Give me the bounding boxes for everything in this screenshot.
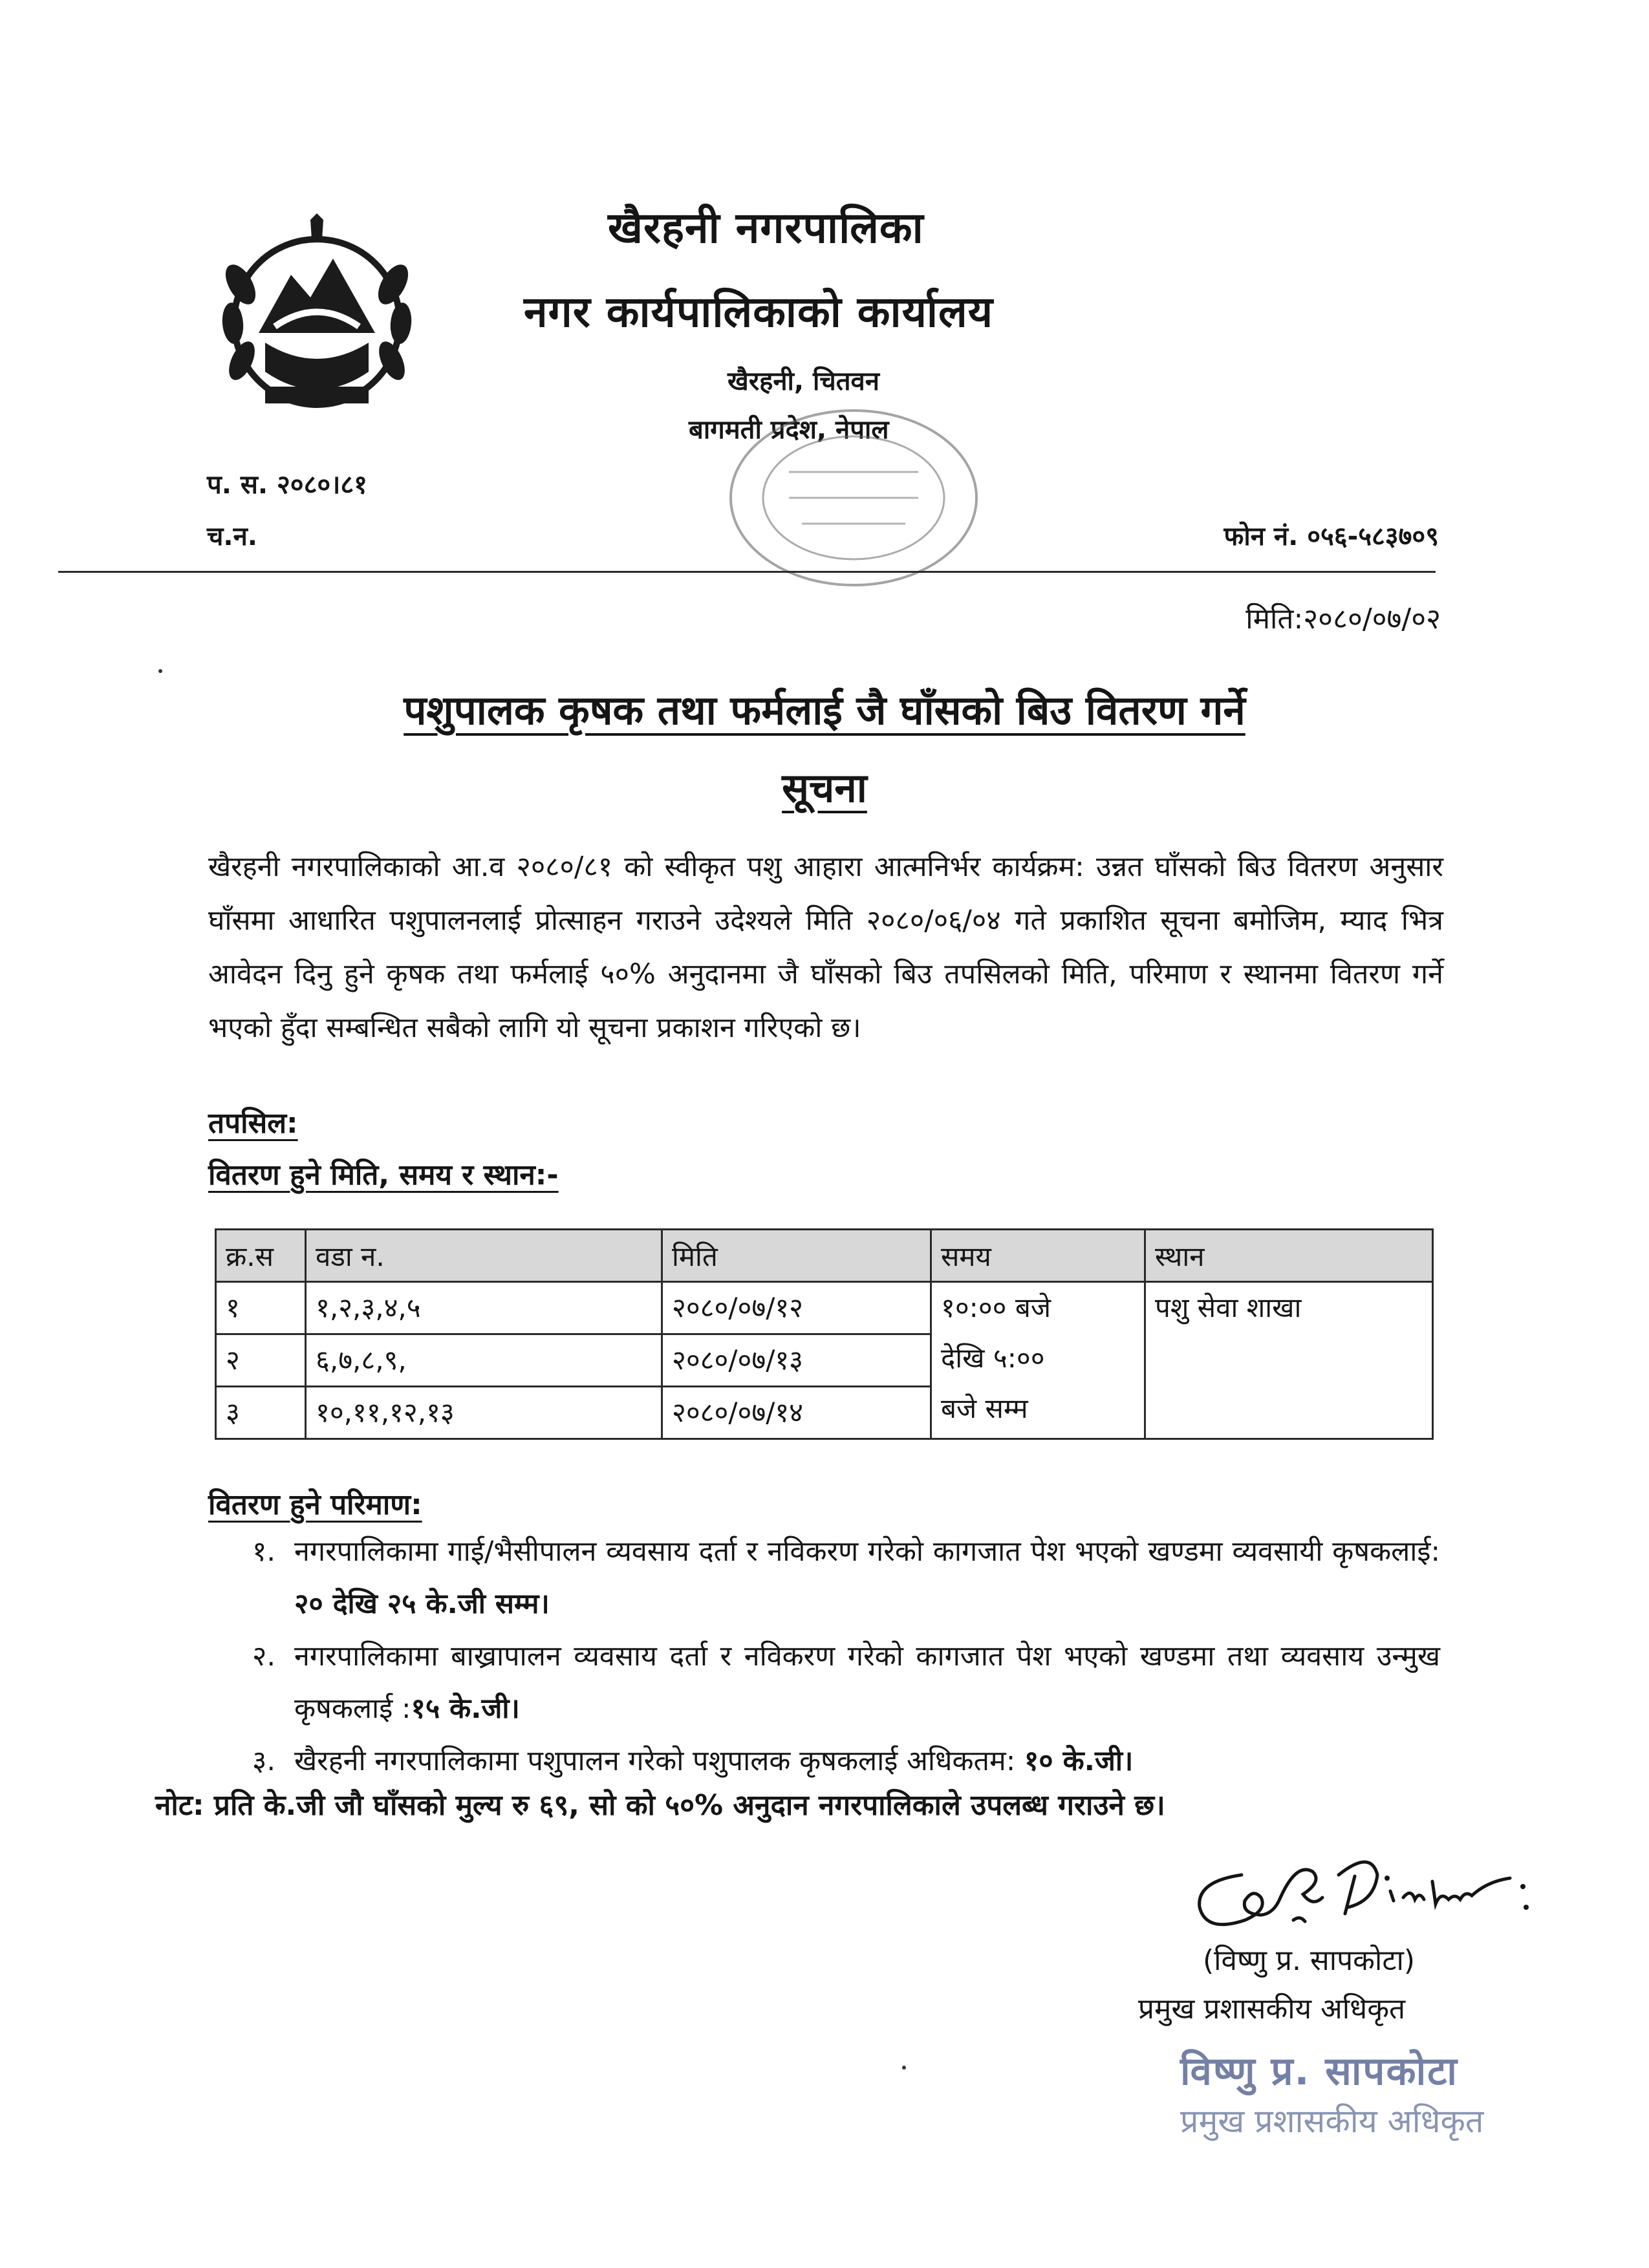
list-item bbox=[208, 1735, 1440, 1788]
list-item-amount: १५ के.जी। bbox=[411, 1693, 520, 1725]
list-item-amount: २० देखि २५ के.जी सम्म। bbox=[294, 1588, 550, 1620]
office-name: नगर कार्यपालिकाको कार्यालय bbox=[524, 287, 993, 337]
list-item-amount: १० के.जी। bbox=[1024, 1745, 1134, 1777]
list-item-number: ३. bbox=[252, 1745, 276, 1777]
notice-date: मिति:२०८०/०७/०२ bbox=[1245, 603, 1441, 636]
cell-sn: २ bbox=[216, 1334, 306, 1387]
column-header-sn: क्र.स bbox=[216, 1230, 306, 1282]
cell-sn: ३ bbox=[216, 1387, 306, 1439]
nepal-emblem-icon bbox=[213, 213, 420, 427]
notice-paragraph: खैरहनी नगरपालिकाको आ.व २०८०/८१ को स्वीकृत पशु आहारा आत्मनिर्भर कार्यक्रम: उन्नत घाँसको बिउ वितरण अनुसार घाँसमा आधारित पशुपालनलाई प्रोत्साहन गराउने उदेश्यले मिति २०८०/०६/०४ गते प्रकाशित सूचना बमोजिम, म्याद भित्र आवेदन दिनु हुने कृषक तथा फर्मलाई ५०% अनुदानमा जै घाँसको बिउ तपसिलको मिति, परिमाण र स्थानमा वितरण गर्ने भएको हुँदा सम्बन्धित सबैको लागि यो सूचना प्रकाशन गरिएको छ। bbox=[208, 851, 1443, 1044]
signature-icon bbox=[1183, 1836, 1533, 1952]
cell-date: २०८०/०७/१३ bbox=[662, 1334, 931, 1387]
scan-speck bbox=[158, 669, 162, 673]
cell-wards: १,२,३,४,५ bbox=[306, 1282, 662, 1334]
address-line-2: बागमती प्रदेश, नेपाल bbox=[689, 415, 889, 445]
time-line: बजे सम्म bbox=[941, 1393, 1028, 1424]
scan-speck bbox=[902, 2066, 906, 2070]
list-item-number: १. bbox=[252, 1535, 276, 1568]
schedule-heading: वितरण हुने मिति, समय र स्थान:- bbox=[208, 1159, 559, 1192]
list-item-text: खैरहनी नगरपालिकामा पशुपालन गरेको पशुपालक कृषकलाई अधिकतम: bbox=[294, 1745, 1024, 1777]
cell-sn: १ bbox=[216, 1282, 306, 1334]
header-divider bbox=[58, 571, 1436, 573]
distribution-table bbox=[215, 1228, 1434, 1440]
cell-wards: ६,७,८,९, bbox=[306, 1334, 662, 1387]
table-row bbox=[216, 1282, 1433, 1334]
cell-wards: १०,११,१२,१३ bbox=[306, 1387, 662, 1439]
reference-number: प. स. २०८०।८१ bbox=[207, 470, 367, 500]
dispatch-number: च.न. bbox=[207, 522, 257, 551]
cell-location: पशु सेवा शाखा bbox=[1145, 1282, 1433, 1439]
note: नोट: प्रति के.जी जौ घाँसको मुल्य रु ६९, सो को ५०% अनुदान नगरपालिकाले उपलब्ध गराउने छ। bbox=[155, 1789, 1165, 1822]
list-item bbox=[208, 1631, 1440, 1735]
notice-title: पशुपालक कृषक तथा फर्मलाई जै घाँसको बिउ वितरण गर्ने bbox=[404, 687, 1245, 734]
time-line: १०:०० बजे bbox=[941, 1292, 1051, 1323]
address-line-1: खैरहनी, चितवन bbox=[727, 367, 880, 396]
office-stamp-icon bbox=[718, 401, 989, 595]
list-item-text: नगरपालिकामा गाई/भैसीपालन व्यवसाय दर्ता र नविकरण गरेको कागजात पेश भएको खण्डमा व्यवसायी कृषकलाई: bbox=[294, 1535, 1440, 1568]
column-header-ward: वडा न. bbox=[306, 1230, 662, 1282]
municipality-name: खैरहनी नगरपालिका bbox=[608, 203, 924, 253]
title-stamp: प्रमुख प्रशासकीय अधिकृत bbox=[1180, 2102, 1484, 2140]
list-item-number: २. bbox=[252, 1640, 276, 1673]
list-item bbox=[208, 1526, 1440, 1631]
cell-date: २०८०/०७/१४ bbox=[662, 1387, 931, 1439]
table-header-row bbox=[216, 1230, 1433, 1282]
list-item-text: नगरपालिकामा बाख्रापालन व्यवसाय दर्ता र नविकरण गरेको कागजात पेश भएको खण्डमा तथा व्यवसाय उन्मुख कृषकलाई : bbox=[294, 1640, 1440, 1725]
quantity-heading: वितरण हुने परिमाण: bbox=[208, 1488, 422, 1521]
signatory-title: प्रमुख प्रशासकीय अधिकृत bbox=[1138, 1993, 1406, 2026]
notice-subtitle: सूचना bbox=[782, 764, 867, 811]
time-line: देखि ५:०० bbox=[941, 1342, 1045, 1374]
cell-date: २०८०/०७/१२ bbox=[662, 1282, 931, 1334]
column-header-time: समय bbox=[931, 1230, 1145, 1282]
column-header-location: स्थान bbox=[1145, 1230, 1433, 1282]
tapasil-heading: तपसिल: bbox=[208, 1107, 298, 1140]
name-stamp: विष्णु प्र. सापकोटा bbox=[1180, 2049, 1458, 2094]
signatory-name: (विष्णु प्र. सापकोटा) bbox=[1203, 1944, 1416, 1977]
cell-time bbox=[931, 1282, 1145, 1439]
quantity-list bbox=[208, 1526, 1440, 1788]
column-header-date: मिति bbox=[662, 1230, 931, 1282]
phone-number: फोन नं. ०५६-५८३७०९ bbox=[1223, 522, 1439, 551]
